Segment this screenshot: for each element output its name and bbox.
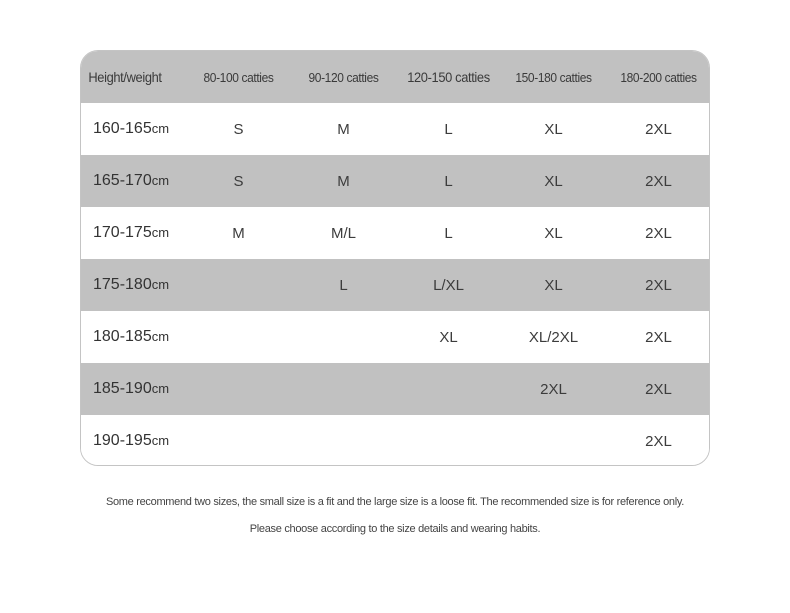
- header-weight-180-200: 180-200 catties: [620, 69, 697, 85]
- table-row: [81, 259, 709, 311]
- size-cell: 2XL: [645, 380, 672, 398]
- height-range: 190-195: [93, 432, 152, 449]
- size-cell: L: [444, 120, 453, 138]
- size-cell: 2XL: [645, 172, 672, 190]
- height-unit: cm: [151, 225, 170, 240]
- size-cell: 2XL: [645, 224, 672, 242]
- height-range-label: [81, 276, 186, 294]
- size-cell: L: [444, 172, 453, 190]
- size-cell: L: [339, 276, 348, 294]
- size-cell: M: [232, 224, 245, 242]
- table-row: [81, 103, 709, 155]
- height-unit: cm: [151, 173, 170, 188]
- height-range-label: [81, 432, 186, 450]
- size-cell: M: [337, 172, 350, 190]
- height-range: 175-180: [93, 276, 152, 293]
- height-range: 165-170: [93, 172, 152, 189]
- height-range-label: [81, 224, 186, 242]
- table-row: [81, 363, 709, 415]
- size-cell: 2XL: [645, 432, 672, 450]
- table-row: [81, 207, 709, 259]
- height-unit: cm: [151, 433, 170, 448]
- size-cell: XL: [544, 172, 563, 190]
- height-range: 170-175: [93, 224, 152, 241]
- size-cell: 2XL: [645, 120, 672, 138]
- header-weight-80-100: 80-100 catties: [203, 69, 274, 85]
- height-range-label: [81, 172, 186, 190]
- height-unit: cm: [151, 329, 170, 344]
- size-cell: 2XL: [540, 380, 567, 398]
- size-chart-table: [80, 50, 710, 466]
- height-unit: cm: [151, 277, 170, 292]
- header-weight-120-150: 120-150 catties: [407, 69, 490, 85]
- size-cell: XL: [544, 120, 563, 138]
- height-range-label: [81, 328, 186, 346]
- size-cell: L/XL: [433, 276, 464, 294]
- size-cell: XL: [439, 328, 458, 346]
- header-weight-90-120: 90-120 catties: [308, 69, 379, 85]
- size-cell: L: [444, 224, 453, 242]
- table-row: [81, 415, 709, 466]
- height-unit: cm: [151, 381, 170, 396]
- size-cell: XL/2XL: [528, 328, 579, 346]
- size-cell: 2XL: [645, 276, 672, 294]
- size-cell: S: [233, 120, 244, 138]
- height-range-label: [81, 120, 186, 138]
- size-cell: S: [233, 172, 244, 190]
- size-cell: XL: [544, 224, 563, 242]
- size-cell: 2XL: [645, 328, 672, 346]
- height-range-label: [81, 380, 186, 398]
- table-row: [81, 155, 709, 207]
- height-unit: cm: [151, 121, 170, 136]
- header-weight-150-180: 150-180 catties: [515, 69, 592, 85]
- size-cell: M/L: [330, 224, 356, 242]
- height-range: 185-190: [93, 380, 152, 397]
- table-header-row: [81, 51, 709, 103]
- size-cell: XL: [544, 276, 563, 294]
- header-height-weight: Height/weight: [88, 69, 162, 85]
- size-recommendation-note: Some recommend two sizes, the small size is a fit and the large size is a loose fit. The recommended size is for reference only.: [105, 496, 685, 508]
- table-row: [81, 311, 709, 363]
- height-range: 180-185: [93, 328, 152, 345]
- size-cell: M: [337, 120, 350, 138]
- height-range: 160-165: [93, 120, 152, 137]
- size-choice-note: Please choose according to the size details and wearing habits.: [249, 523, 541, 535]
